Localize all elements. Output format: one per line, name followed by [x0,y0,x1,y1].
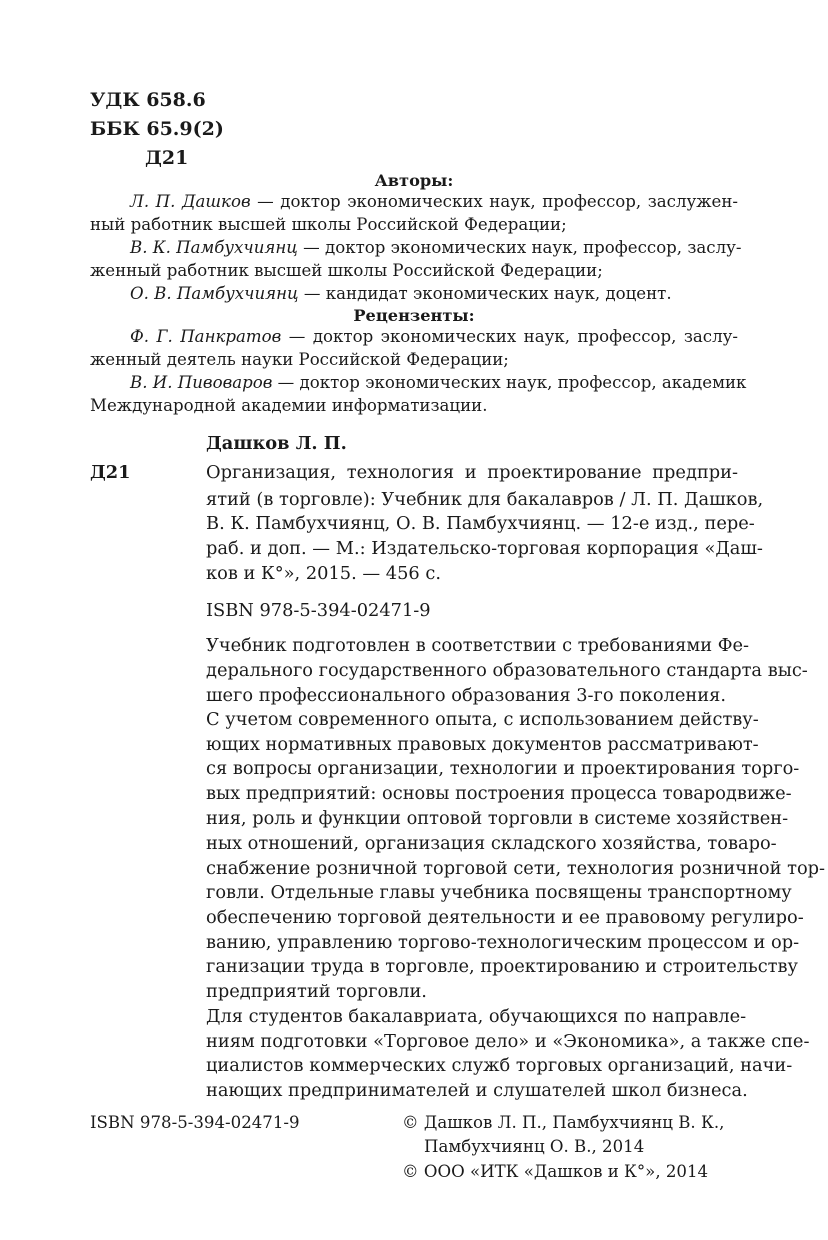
bbk-code: ББК 65.9(2) [90,118,224,140]
ann-p2-line: вых предприятий: основы построения процесса товародвиже- [206,783,792,804]
ann-p2-line: ющих нормативных правовых документов рассматривают- [206,734,759,755]
author-2-cont: женный работник высшей школы Российской Федерации; [90,261,603,280]
reviewer-1: Ф. Г. Панкратов — доктор экономических наук, профессор, заслу- [130,327,739,346]
ann-p2-line: ганизации труда в торговле, проектированию и строительству [206,956,798,977]
author-3: О. В. Памбухчиянц — кандидат экономических наук, доцент. [130,284,672,303]
copyright-authors: © Дашков Л. П., Памбухчиянц В. К., [402,1113,725,1132]
ann-p2-line: С учетом современного опыта, с использованием действу- [206,709,759,730]
author-1-cont: ный работник высшей школы Российской Федерации; [90,215,567,234]
ann-p2-line: обеспечению торговой деятельности и ее правовому регулиро- [206,907,804,928]
reviewer-1-cont: женный деятель науки Российской Федерации; [90,350,509,369]
ann-p2-line: снабжение розничной торговой сети, технология розничной тор- [206,858,826,879]
author-1: Л. П. Дашков — доктор экономических наук, профессор, заслужен- [130,192,738,211]
footer-isbn: ISBN 978-5-394-02471-9 [90,1113,300,1132]
ann-p3-line: ниям подготовки «Торговое дело» и «Экономика», а также спе- [206,1031,810,1052]
udk-code: УДК 658.6 [90,89,206,111]
bib-line-3: В. К. Памбухчиянц, О. В. Памбухчиянц. — 12-е изд., пере- [206,513,755,534]
bib-line-1: Организация, технология и проектирование предпри- [206,462,738,483]
ann-p3-line: Для студентов бакалавриата, обучающихся по направле- [206,1006,747,1027]
reviewer-2: В. И. Пивоваров — доктор экономических наук, профессор, академик [130,373,747,392]
author-3-name: О. В. Памбухчиянц [130,284,299,303]
ann-p2-line: ния, роль и функции оптовой торговли в системе хозяйствен- [206,808,789,829]
ann-p2-line: ных отношений, организация складского хозяйства, товаро- [206,833,777,854]
ann-p2-line: ванию, управлению торгово-технологическим процессом и ор- [206,932,800,953]
ann-p1-line: дерального государственного образовательного стандарта выс- [206,660,808,681]
ann-p2-line: ся вопросы организации, технологии и проектирования торго- [206,758,800,779]
bib-line-2: ятий (в торговле): Учебник для бакалавров / Л. П. Дашков, [206,489,764,510]
ann-p3-line: нающих предпринимателей и слушателей школ бизнеса. [206,1080,748,1101]
bib-line-5: ков и К°», 2015. — 456 с. [206,563,442,584]
bib-author: Дашков Л. П. [206,433,347,454]
reviewer-2-cont: Международной академии информатизации. [90,396,488,415]
ann-p3-line: циалистов коммерческих служб торговых организаций, начи- [206,1055,793,1076]
ann-p2-line: говли. Отдельные главы учебника посвящены транспортному [206,882,792,903]
ann-p1-line: шего профессионального образования 3-го поколения. [206,685,726,706]
author-2-name: В. К. Памбухчиянц [130,238,298,257]
bib-code: Д21 [90,462,131,483]
ann-p2-line: предприятий торговли. [206,981,427,1002]
reviewers-heading: Рецензенты: [353,306,475,325]
bib-line-4: раб. и доп. — М.: Издательско-торговая корпорация «Даш- [206,538,763,559]
author-1-name: Л. П. Дашков [130,192,251,211]
reviewer-2-name: В. И. Пивоваров [130,373,273,392]
author-2: В. К. Памбухчиянц — доктор экономических наук, профессор, заслу- [130,238,742,257]
copyright-publisher: © ООО «ИТК «Дашков и К°», 2014 [402,1162,709,1181]
ann-p1-line: Учебник подготовлен в соответствии с требованиями Фе- [206,635,750,656]
copyright-authors-cont: Памбухчиянц О. В., 2014 [424,1137,645,1156]
bib-isbn: ISBN 978-5-394-02471-9 [206,600,431,621]
author-mark: Д21 [145,147,189,169]
reviewer-1-name: Ф. Г. Панкратов [130,327,282,346]
authors-heading: Авторы: [374,171,454,190]
